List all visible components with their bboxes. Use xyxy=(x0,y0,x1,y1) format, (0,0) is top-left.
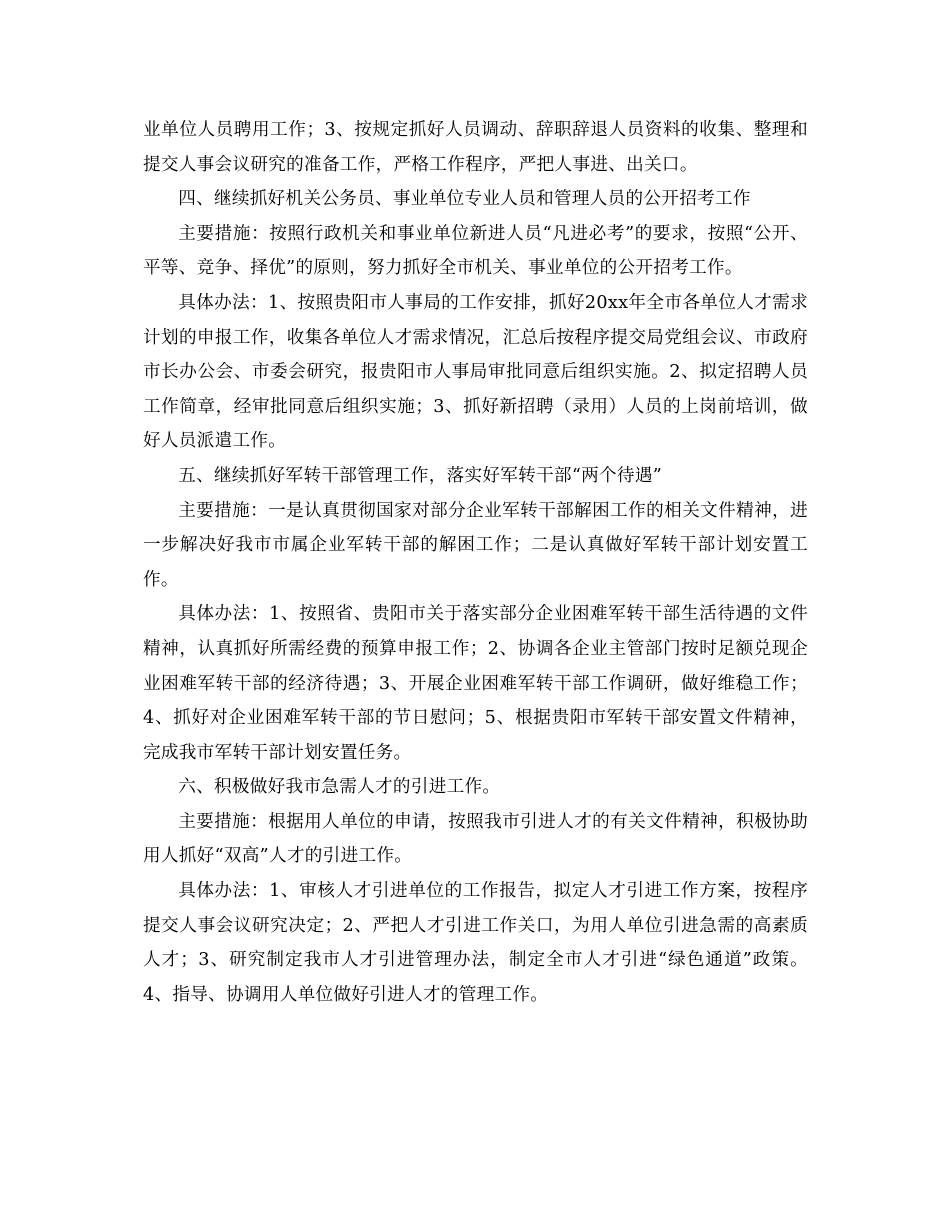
section-heading-5: 五、继续抓好军转干部管理工作，落实好军转干部“两个待遇” xyxy=(178,465,663,486)
paragraph-measures-4: 主要措施：按照行政机关和事业单位新进人员“凡进必考”的要求，按照“公开、平等、竞争、择优”的原则，努力抓好全市机关、事业单位的公开招考工作。 xyxy=(143,223,808,279)
paragraph-methods-6: 具体办法：1、审核人才引进单位的工作报告，拟定人才引进工作方案，按程序提交人事会议研究决定；2、严把人才引进工作关口，为用人单位引进急需的高素质人才；3、研究制定我市人才引进管理办法，制定全市人才引进“绿色通道”政策。4、指导、协调用人单位做好引进人才的管理工作。 xyxy=(143,881,808,1005)
paragraph-methods-4: 具体办法：1、按照贵阳市人事局的工作安排，抓好20xx年全市各单位人才需求计划的申报工作，收集各单位人才需求情况，汇总后按程序提交局党组会议、市政府市长办公会、市委会研究，报贵阳市人事局审批同意后组织实施。2、拟定招聘人员工作简章，经审批同意后组织实施；3、抓好新招聘（录用）人员的上岗前培训，做好人员派遣工作。 xyxy=(143,292,808,452)
paragraph-1: 业单位人员聘用工作；3、按规定抓好人员调动、辞职辞退人员资料的收集、整理和提交人事会议研究的准备工作，严格工作程序，严把人事进、出关口。 xyxy=(143,120,808,175)
paragraph-measures-5: 主要措施：一是认真贯彻国家对部分企业军转干部解困工作的相关文件精神，进一步解决好我市市属企业军转干部的解困工作；二是认真做好军转干部计划安置工作。 xyxy=(143,500,808,590)
paragraph-measures-6: 主要措施：根据用人单位的申请，按照我市引进人才的有关文件精神，积极协助用人抓好“双高”人才的引进工作。 xyxy=(143,811,808,867)
paragraph-methods-5: 具体办法：1、按照省、贵阳市关于落实部分企业困难军转干部生活待遇的文件精神，认真抓好所需经费的预算申报工作；2、协调各企业主管部门按时足额兑现企业困难军转干部的经济待遇；3、开展企业困难军转干部工作调研，做好维稳工作；4、抓好对企业困难军转干部的节日慰问；5、根据贵阳市军转干部安置文件精神，完成我市军转干部计划安置任务。 xyxy=(143,604,808,763)
section-heading-4: 四、继续抓好机关公务员、事业单位专业人员和管理人员的公开招考工作 xyxy=(178,189,751,210)
document-body xyxy=(143,113,808,1012)
section-heading-6: 六、积极做好我市急需人才的引进工作。 xyxy=(178,777,501,798)
